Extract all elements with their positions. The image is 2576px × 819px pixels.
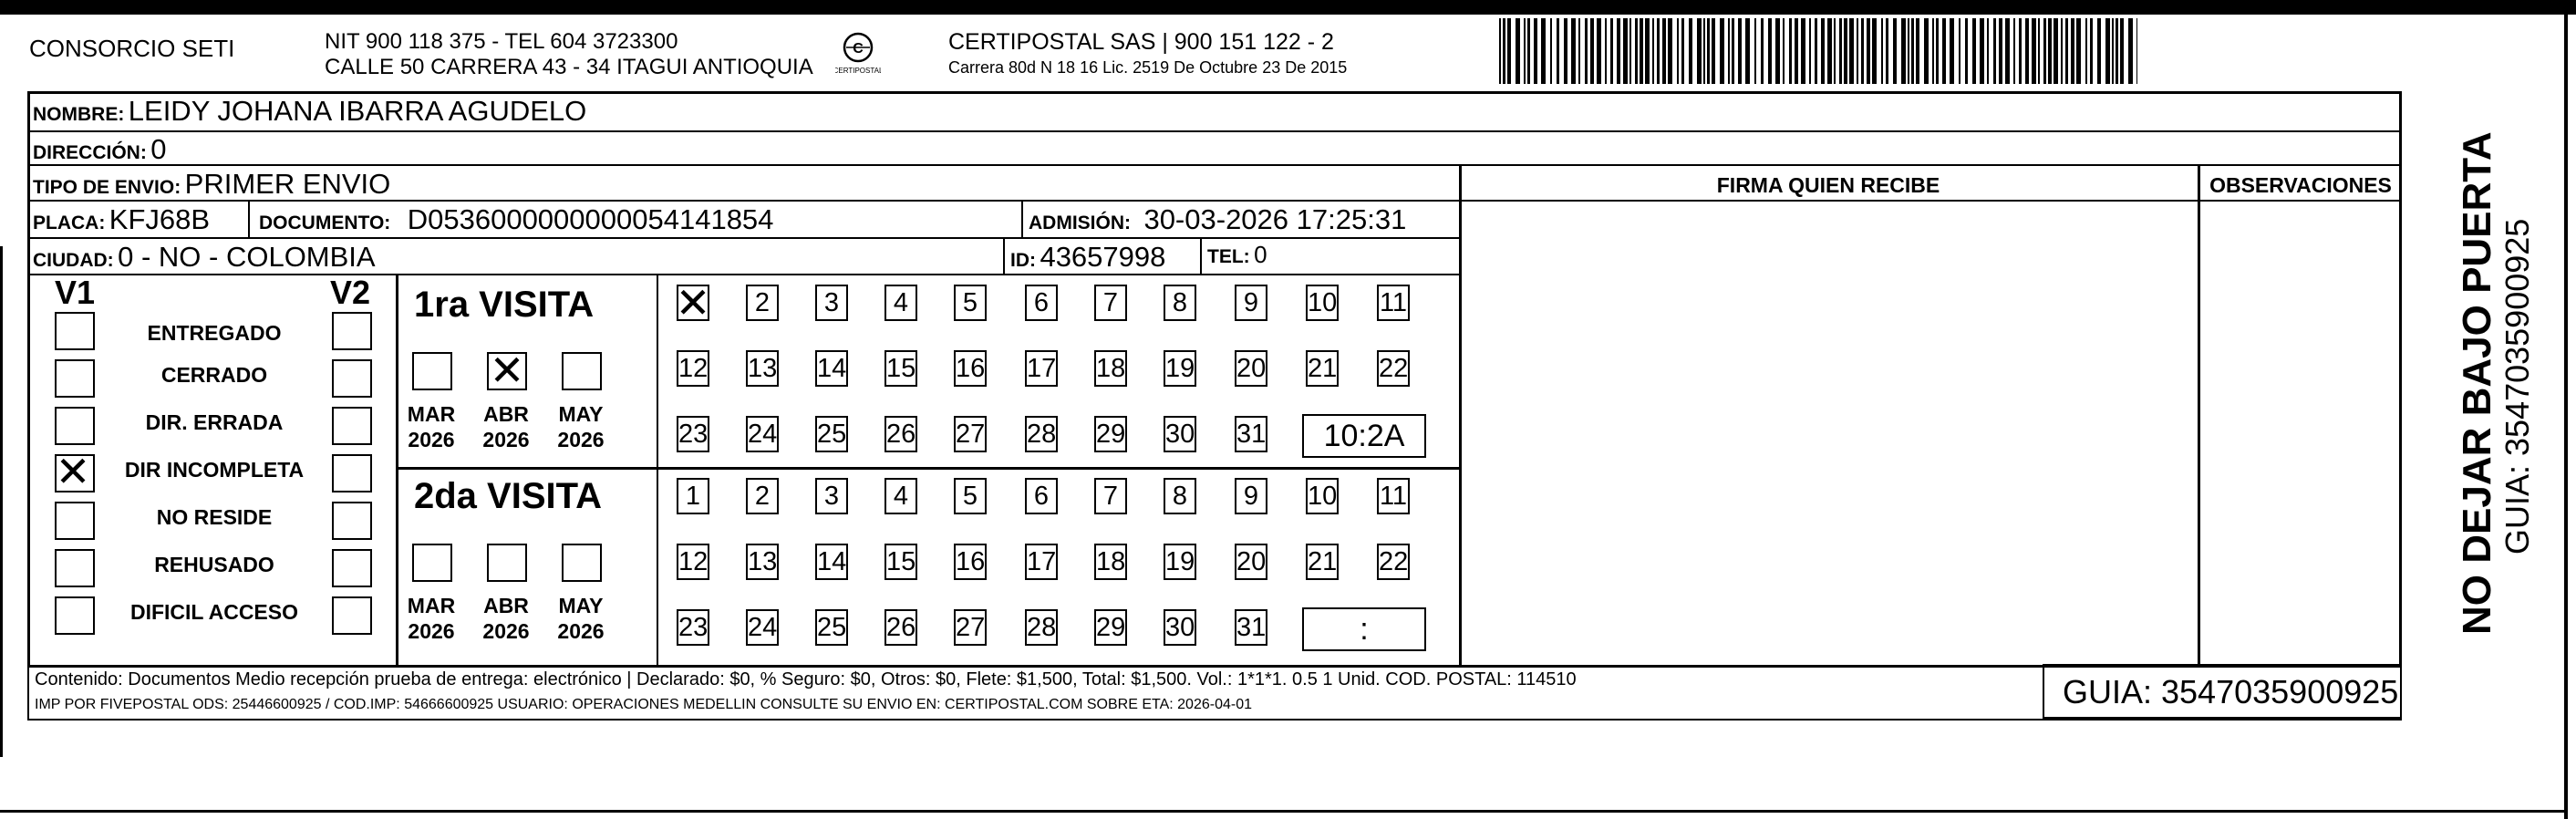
day-box[interactable]: 6 [1025,285,1058,321]
documento-row: DOCUMENTO: D0536000000000054141854 [259,203,774,235]
logo-text: CERTIPOSTAL [835,67,881,75]
day-box[interactable]: 13 [746,350,779,387]
day-box[interactable]: 2 [746,478,779,514]
day-box[interactable]: 31 [1235,609,1267,646]
time-box[interactable]: 10:2A [1302,414,1426,458]
tipo-value: PRIMER ENVIO [184,168,391,200]
day-box[interactable]: 18 [1094,544,1127,580]
day-box[interactable]: 11 [1377,285,1410,321]
day-box[interactable]: 22 [1377,350,1410,387]
nit-line: NIT 900 118 375 - TEL 604 3723300 [325,29,678,54]
day-box[interactable]: 27 [954,416,987,452]
tel-value: 0 [1254,241,1267,268]
direccion-row: DIRECCIÓN: 0 [33,133,167,165]
visita1-title: 1ra VISITA [414,285,595,325]
month-checkbox-mar[interactable] [412,544,452,582]
day-box[interactable]: 22 [1377,544,1410,580]
guia-footer: GUIA: 3547035900925 [2063,673,2399,710]
day-box[interactable]: 16 [954,350,987,387]
day-box[interactable]: 26 [885,416,917,452]
v2-checkbox-rehusado[interactable] [332,549,372,587]
day-box[interactable]: 17 [1025,544,1058,580]
day-box[interactable]: 8 [1164,478,1196,514]
day-box[interactable]: 8 [1164,285,1196,321]
v2-checkbox-dir-errada[interactable] [332,407,372,445]
month-label: MAR [407,402,456,426]
placa-row: PLACA: KFJ68B [33,203,211,235]
nombre-row: NOMBRE: LEIDY JOHANA IBARRA AGUDELO [33,95,587,127]
v2-checkbox-no-reside[interactable] [332,502,372,540]
left-edge-line [0,246,3,757]
tel-row: TEL: 0 [1207,241,1267,268]
certipostal-line: CERTIPOSTAL SAS | 900 151 122 - 2 [948,29,1334,55]
visita2-title: 2da VISITA [414,476,602,516]
month-checkbox-may[interactable] [562,352,602,390]
month-year: 2026 [557,428,605,451]
v1-check-mark: ✕ [55,448,91,495]
day-box[interactable]: 10 [1306,478,1339,514]
v2-label: V2 [330,274,371,311]
v2-checkbox-dificil-acceso[interactable] [332,596,372,635]
day-box[interactable]: 2 [746,285,779,321]
day-box[interactable]: 18 [1094,350,1127,387]
day-box[interactable]: 4 [885,478,917,514]
no-dejar-bajo-puerta: NO DEJAR BAJO PUERTA [2455,131,2499,635]
month-checkbox-mar[interactable] [412,352,452,390]
day-box[interactable]: 20 [1235,544,1267,580]
day-box[interactable]: 6 [1025,478,1058,514]
company-name: CONSORCIO SETI [29,35,235,62]
v1-checkbox-dificil-acceso[interactable] [55,596,95,635]
day-box[interactable]: 14 [815,544,848,580]
day-box[interactable]: 16 [954,544,987,580]
id-value: 43657998 [1040,241,1166,273]
month-label: MAY [558,594,604,617]
month-year: 2026 [408,619,455,643]
day-box[interactable]: 12 [677,350,709,387]
day-box[interactable]: 24 [746,609,779,646]
day-box[interactable]: 14 [815,350,848,387]
day-box[interactable]: 19 [1164,544,1196,580]
svg-text:C: C [853,41,864,57]
day-box[interactable]: 3 [815,478,848,514]
day-box[interactable]: 13 [746,544,779,580]
v2-checkbox-dir-incompleta[interactable] [332,454,372,492]
day-box[interactable]: 21 [1306,350,1339,387]
status-label: DIFICIL ACCESO [129,600,298,624]
imp-line: IMP POR FIVEPOSTAL ODS: 25446600925 / COD.IMP: 54666600925 USUARIO: OPERACIONES MEDELLIN CONSULTE SU ENVIO EN: CERTIPOSTAL.COM SOBRE ETA: 2026-04-01 [35,697,1252,712]
month-label: MAR [407,594,456,617]
day-box[interactable]: 20 [1235,350,1267,387]
license-line: Carrera 80d N 18 16 Lic. 2519 De Octubre 23 De 2015 [948,58,1348,77]
month-year: 2026 [482,619,530,643]
day-box[interactable]: 17 [1025,350,1058,387]
day-box[interactable]: 23 [677,416,709,452]
day-box[interactable]: 12 [677,544,709,580]
day-box[interactable]: 23 [677,609,709,646]
v1-checkbox-rehusado[interactable] [55,549,95,587]
ciudad-value: 0 - NO - COLOMBIA [118,241,376,273]
tipo-row: TIPO DE ENVIO: PRIMER ENVIO [33,168,391,200]
day-box[interactable]: 10 [1306,285,1339,321]
day-box[interactable]: 9 [1235,285,1267,321]
admision-row: ADMISIÓN: 30-03-2026 17:25:31 [1029,203,1407,235]
day-box[interactable]: 25 [815,416,848,452]
bottom-edge-line [0,810,2564,813]
day-box[interactable]: 26 [885,609,917,646]
day-box[interactable]: 5 [954,478,987,514]
barcode [1499,18,2137,84]
month-year: 2026 [408,428,455,451]
month-label: ABR [483,402,529,426]
month-checkbox-may[interactable] [562,544,602,582]
status-label: NO RESIDE [156,505,273,529]
status-label: DIR. ERRADA [145,410,284,434]
month-label: MAY [558,402,604,426]
month-checkbox-abr[interactable] [487,544,527,582]
v2-checkbox-entregado[interactable] [332,312,372,350]
side-guia: GUIA: 3547035900925 [2498,218,2536,555]
month-year: 2026 [482,428,530,451]
status-label: CERRADO [160,363,268,387]
day-box[interactable]: 9 [1235,478,1267,514]
month-check-mark: ✕ [489,347,525,394]
day-box[interactable]: 15 [885,544,917,580]
day-box[interactable]: 27 [954,609,987,646]
address-line: CALLE 50 CARRERA 43 - 34 ITAGUI ANTIOQUIA [325,55,813,79]
day-box[interactable]: 1 [677,478,709,514]
day-box[interactable]: 29 [1094,416,1127,452]
day-box[interactable]: 11 [1377,478,1410,514]
month-label: ABR [483,594,529,617]
time-box[interactable]: : [1302,607,1426,651]
day-box[interactable]: 24 [746,416,779,452]
v1-label: V1 [55,274,96,311]
top-black-bar [0,0,2576,15]
right-edge-line [2564,0,2568,819]
nombre-value: LEIDY JOHANA IBARRA AGUDELO [128,95,587,127]
day-box[interactable]: 30 [1164,416,1196,452]
day-box[interactable]: 30 [1164,609,1196,646]
day-box[interactable]: 15 [885,350,917,387]
day-box[interactable]: 19 [1164,350,1196,387]
admision-value: 30-03-2026 17:25:31 [1143,203,1407,235]
day-box[interactable]: 31 [1235,416,1267,452]
day-box[interactable]: 7 [1094,285,1127,321]
v1-checkbox-cerrado[interactable] [55,359,95,398]
certipostal-logo [835,29,881,79]
firma-label: FIRMA QUIEN RECIBE [1716,173,1940,197]
v1-checkbox-entregado[interactable] [55,312,95,350]
contenido-line: Contenido: Documentos Medio recepción prueba de entrega: electrónico | Declarado: $0, % Seguro: $0, Otros: $0, Flete: $1,500, Total: $1,500. Vol.: 1*1*1. 0.5 1 Unid. COD. POSTAL: 114510 [35,669,1577,689]
month-year: 2026 [557,619,605,643]
day-box[interactable]: 5 [954,285,987,321]
v1-checkbox-no-reside[interactable] [55,502,95,540]
day-box[interactable]: 21 [1306,544,1339,580]
day-box[interactable]: 25 [815,609,848,646]
v2-checkbox-cerrado[interactable] [332,359,372,398]
documento-value: D0536000000000054141854 [407,203,774,235]
day-check-mark: ✕ [675,279,711,327]
status-label: ENTREGADO [147,321,282,345]
id-row: ID: 43657998 [1010,241,1166,273]
status-label: REHUSADO [154,553,274,576]
day-box[interactable]: 3 [815,285,848,321]
direccion-value: 0 [150,133,167,165]
day-box[interactable]: 28 [1025,609,1058,646]
day-box[interactable]: 7 [1094,478,1127,514]
day-box[interactable]: 29 [1094,609,1127,646]
ciudad-row: CIUDAD: 0 - NO - COLOMBIA [33,241,376,273]
day-box[interactable]: 28 [1025,416,1058,452]
placa-value: KFJ68B [109,203,211,235]
status-label: DIR INCOMPLETA [124,458,305,482]
day-box[interactable]: 4 [885,285,917,321]
observaciones-label: OBSERVACIONES [2209,173,2392,197]
v1-checkbox-dir-errada[interactable] [55,407,95,445]
